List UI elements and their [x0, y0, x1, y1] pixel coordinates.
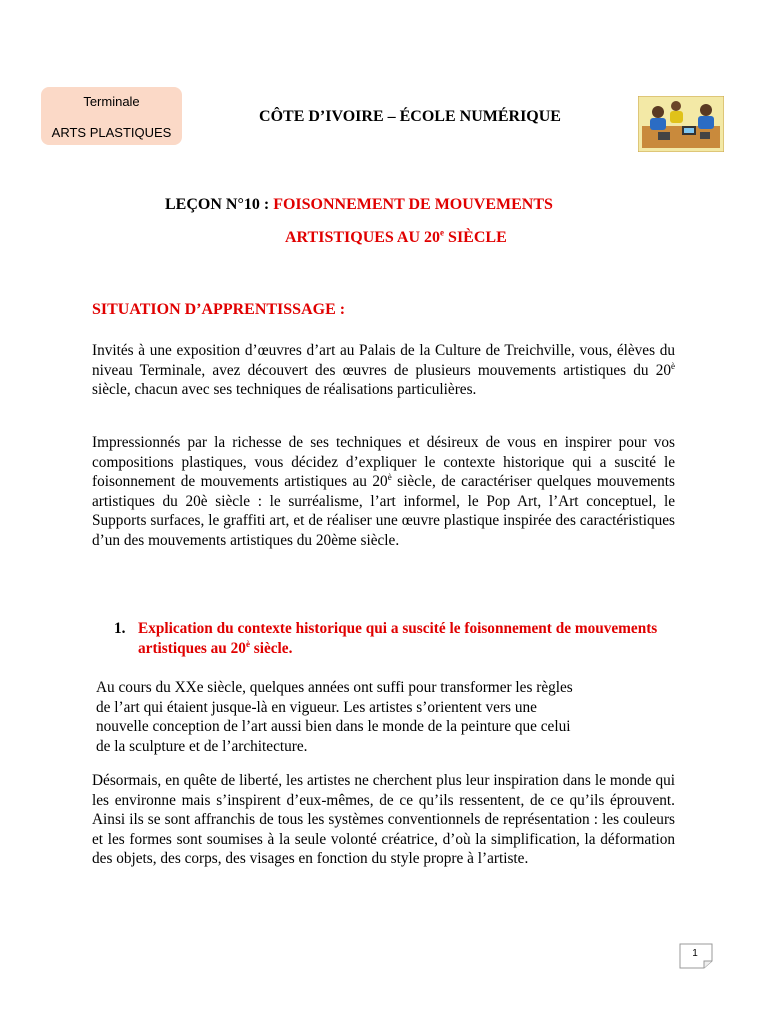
body-line: de l’art qui étaient jusque-là en vigueur. Les artistes s’orientent vers une [96, 698, 537, 716]
lesson-title [165, 196, 553, 214]
body-line: de la sculpture et de l’architecture. [96, 737, 308, 755]
body-paragraph-1 [96, 678, 656, 756]
lesson-title-line1: FOISONNEMENT DE MOUVEMENTS [273, 196, 553, 213]
level-label: Terminale [83, 94, 140, 109]
p1-text-b: siècle, chacun avec ses techniques de réalisations particulières. [92, 381, 477, 399]
lesson-title-line2 [285, 229, 507, 247]
p2-sup: è [387, 472, 392, 483]
subject-label: ARTS PLASTIQUES [51, 125, 172, 140]
school-title: CÔTE D’IVOIRE – ÉCOLE NUMÉRIQUE [259, 108, 561, 125]
body-line: Au cours du XXe siècle, quelques années ont suffi pour transformer les règles [96, 679, 573, 696]
situation-paragraph-2 [92, 433, 675, 551]
p2-text-a: Impressionnés par la richesse de ses techniques et désireux de vous en inspirer pour vos compositions plastiques, vous décidez d’expliquer le contexte historique qui a suscité le foisonnement de mouvements artistiques au 20 [92, 434, 675, 491]
lesson-title-line2-b: SIÈCLE [444, 229, 507, 246]
page-number: 1 [692, 948, 698, 959]
body-line: nouvelle conception de l’art aussi bien dans le monde de la peinture que celui [96, 718, 571, 736]
section-title-b: siècle. [249, 640, 293, 657]
section-number: 1. [114, 620, 126, 637]
situation-paragraph-1 [92, 341, 675, 400]
p1-sup: è [671, 360, 675, 371]
classroom-illustration-icon [638, 96, 724, 152]
situation-heading: SITUATION D’APPRENTISSAGE : [92, 301, 346, 318]
level-badge [41, 87, 182, 145]
p2-text-b: siècle, de caractériser quelques mouvements artistiques du 20è siècle : le surréalisme, l’art informel, le Pop Art, l’Art conceptuel, le Supports surfaces, le graffiti art, et de réaliser une œuvre plastique inspirée des caractéristiques d’un des mouvements artistiques du 20ème siècle. [92, 473, 675, 549]
section-title-sup: è [245, 638, 250, 649]
p1-text-a: Invités à une exposition d’œuvres d’art au Palais de la Culture de Treichville, vous, élèves du niveau Terminale, avez découvert des œuvres de plusieurs mouvements artistiques du 20 [92, 342, 675, 379]
body-paragraph-2: Désormais, en quête de liberté, les artistes ne cherchent plus leur inspiration dans le monde qui les environne mais s’inspirent d’eux-mêmes, de ce qu’ils ressentent, de ce qu’ils éprouvent. Ainsi ils se sont affranchis de tous les systèmes conventionnels de représentation : les couleurs et les formes sont soumises à la seule volonté créatrice, d’où la simplification, la déformation des objets, des corps, des visages en fonction du style propre à l’artiste. [92, 772, 675, 868]
lesson-number: LEÇON N°10 : [165, 196, 274, 213]
lesson-title-line2-a: ARTISTIQUES AU 20 [285, 229, 441, 246]
lesson-title-line2-sup: e [440, 227, 445, 238]
section-title-a: Explication du contexte historique qui a suscité le foisonnement de mouvements artistiques au 20 [138, 620, 658, 657]
page-number-box [679, 943, 713, 969]
